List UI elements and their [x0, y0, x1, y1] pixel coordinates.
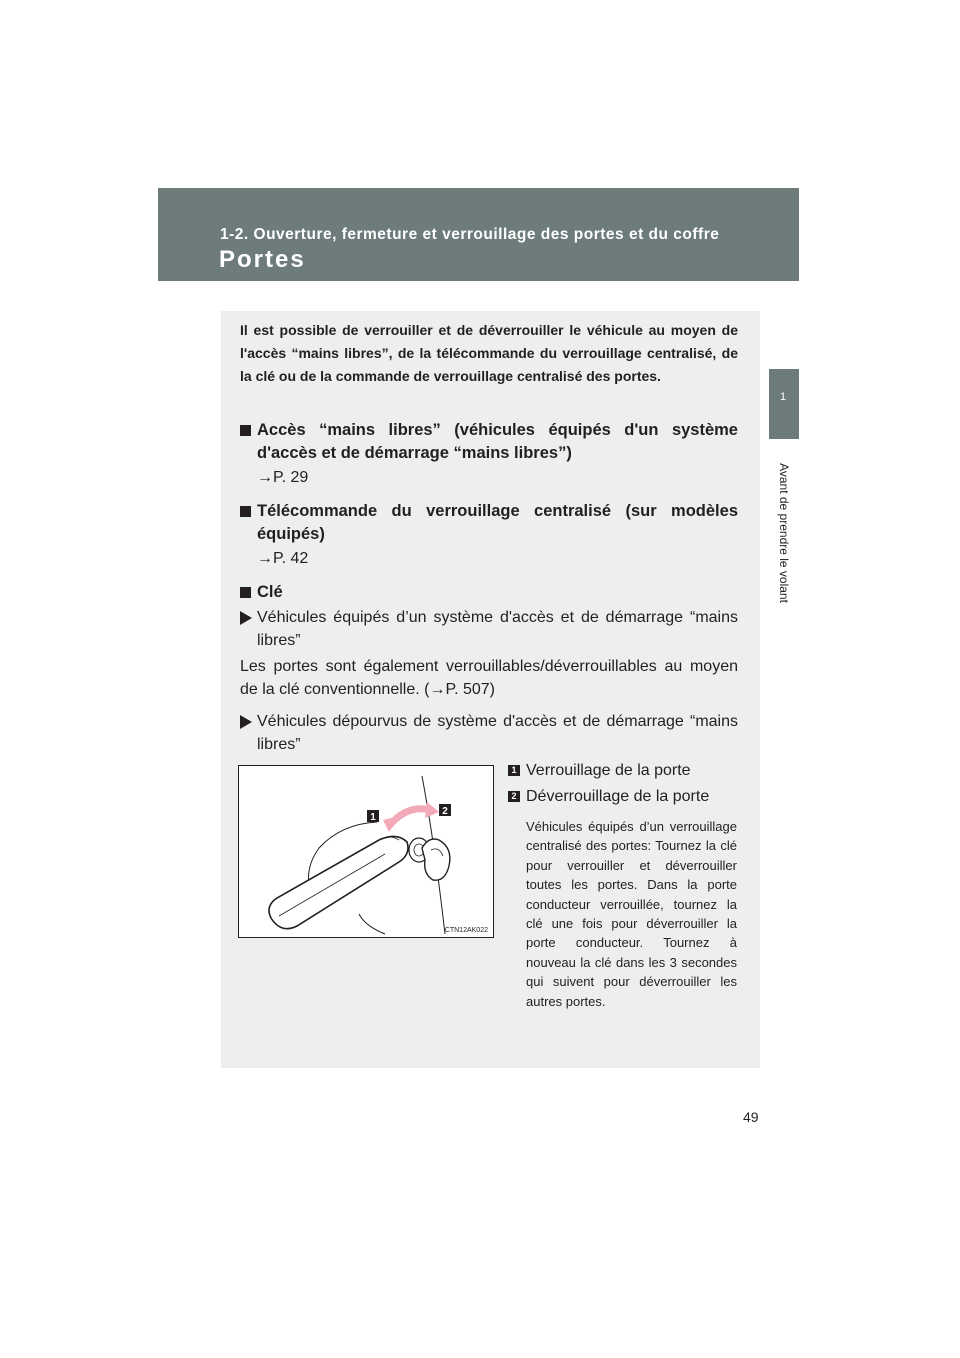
key-item-smart-access: [240, 606, 738, 652]
section-heading-text: Télécommande du verrouillage centralisé (sur modèles équipés): [257, 502, 738, 543]
figure-code: CTN12AK022: [444, 927, 488, 934]
key-item-no-smart-access: [240, 710, 738, 756]
chapter-label: Avant de prendre le volant: [777, 463, 791, 603]
callout-2-label: 2: [442, 806, 448, 817]
intro-text: Il est possible de verrouiller et de déverrouiller le véhicule au moyen de l'accès “mains libres”, de la télécommande du verrouillage centralisé, de la clé ou de la commande de verrouillage centralisé des portes.: [240, 322, 738, 384]
chapter-tab: [769, 369, 799, 439]
central-locking-note: Véhicules équipés d’un verrouillage centralisé des portes: Tournez la clé pour verrouiller et déverrouiller toutes les portes. Dans la porte conducteur verrouillée, tournez la clé une fois pour déverrouiller la porte conducteur. Tournez à nouveau la clé dans les 3 secondes qui suivent pour déverrouiller les autres portes.: [526, 819, 737, 1009]
door-handle-key-drawing: [239, 766, 493, 937]
square-bullet-icon: [240, 506, 251, 517]
section-heading-remote: [240, 500, 738, 546]
legend-item-unlock: [508, 788, 740, 806]
key-item-text: Véhicules équipés d’un système d'accès et de démarrage “mains libres”: [257, 609, 738, 649]
legend-label: Déverrouillage de la porte: [526, 788, 710, 805]
triangle-bullet-icon: [240, 715, 252, 729]
key-item-text: Véhicules dépourvus de système d'accès et de démarrage “mains libres”: [257, 713, 738, 753]
page-title: Portes: [219, 246, 306, 273]
page-reference: →P. 42: [257, 550, 309, 567]
triangle-bullet-icon: [240, 611, 252, 625]
section-heading-text: Clé: [257, 583, 283, 601]
legend-item-lock: [508, 762, 740, 780]
square-bullet-icon: [240, 425, 251, 436]
legend-number-2: 2: [508, 791, 520, 802]
page-number: 49: [743, 1109, 759, 1125]
chapter-number: 1: [780, 391, 787, 403]
section-heading-text: Accès “mains libres” (véhicules équipés d'un système d'accès et de démarrage “mains libres”): [257, 421, 738, 462]
page-reference: →P. 29: [257, 469, 309, 486]
key-paragraph: Les portes sont également verrouillables/déverrouillables au moyen de la clé conventionnelle. (→P. 507): [240, 658, 738, 698]
section-heading-key: [240, 581, 738, 604]
door-handle-illustration: [238, 765, 494, 938]
legend-label: Verrouillage de la porte: [526, 762, 691, 779]
callout-1-label: 1: [370, 812, 376, 823]
square-bullet-icon: [240, 587, 251, 598]
section-heading-hands-free: [240, 419, 738, 465]
chapter-side-label: [776, 448, 792, 618]
legend-number-1: 1: [508, 765, 520, 776]
section-title: 1-2. Ouverture, fermeture et verrouillage des portes et du coffre: [220, 226, 720, 243]
